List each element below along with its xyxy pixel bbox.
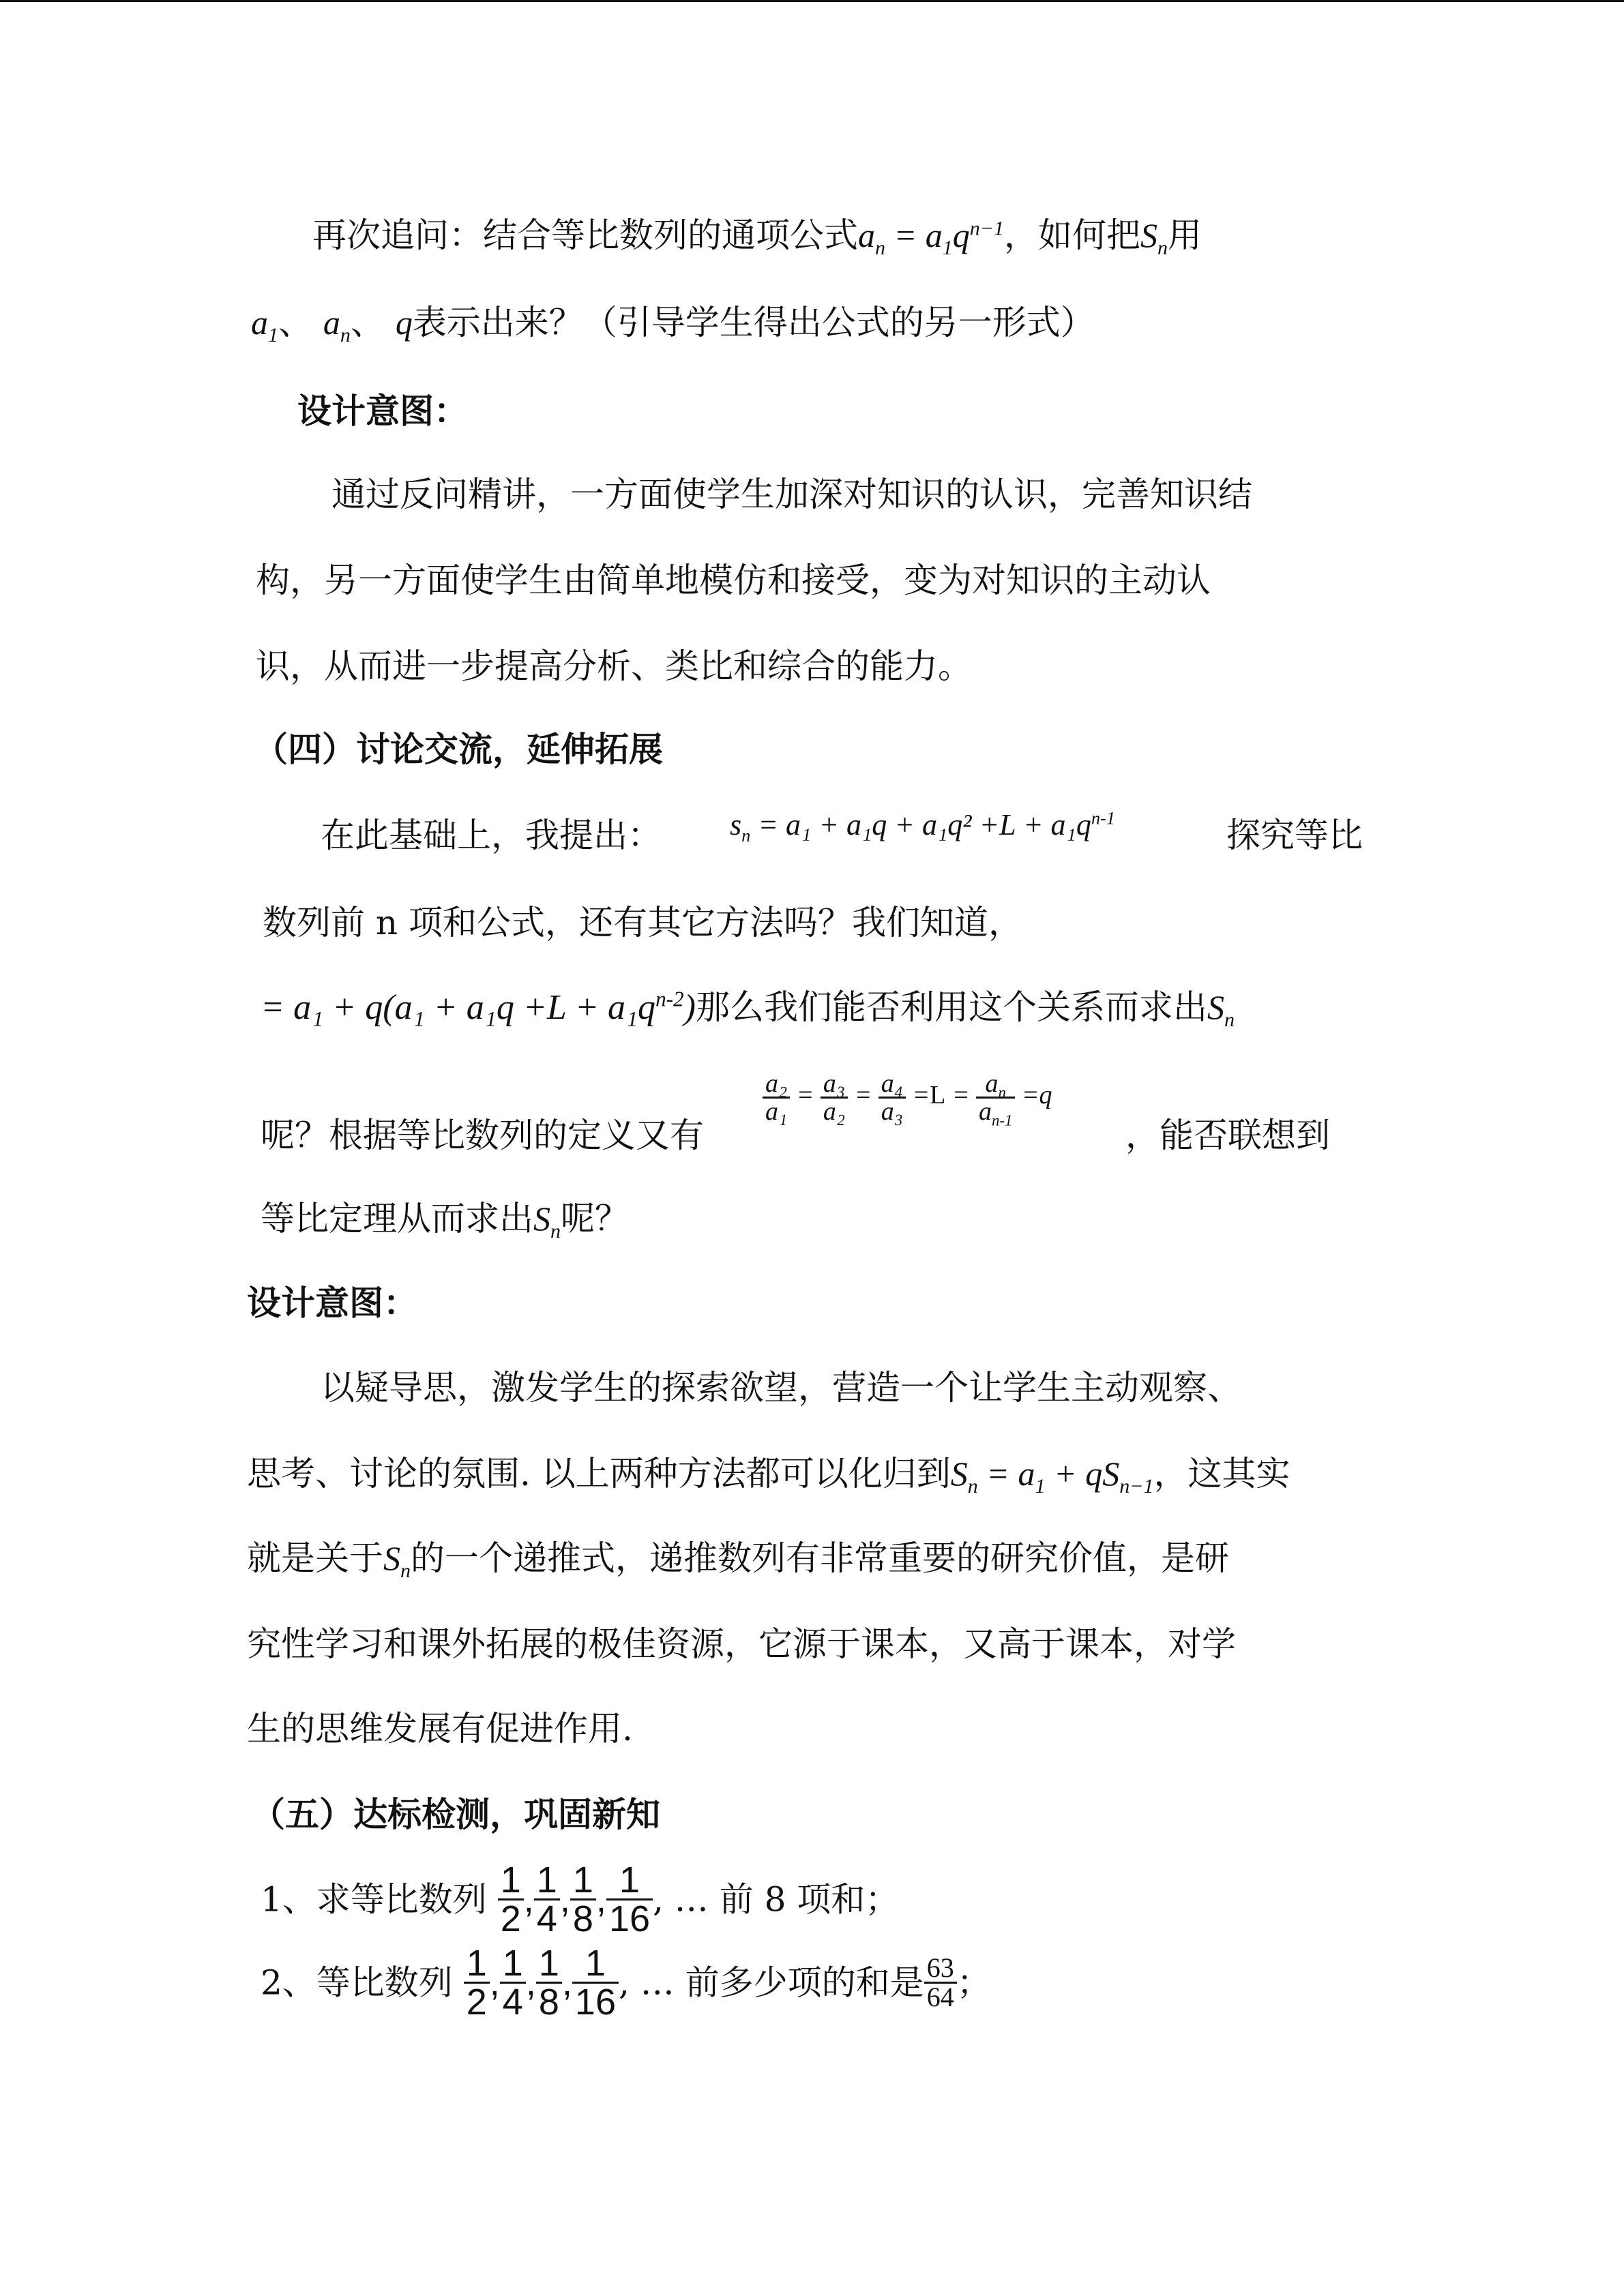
section-heading: （五）达标检测，巩固新知 (251, 1795, 660, 1834)
formula-ratio: $\frac{\text{a₂}}{\text{a₁}}$ = $\frac{\text{a₃}}{\text{a₂}}$ = $\frac{\text{a₄}}{\text{a₃}}$ =L = $\frac{a_n}{a_{n-1}}$ =q (763, 1071, 1052, 1124)
exercise-2: 2、等比数列 $\frac{1}{2}$ , $\frac{1}{4}$ , $\frac{1}{8}$ , $\frac{1}{16}$ , … 前多少项的和是 $\frac{63}{64}$ ； (261, 1943, 991, 2023)
section-heading: （四）讨论交流，延伸拓展 (254, 730, 663, 769)
paragraph-line: 数列前 n 项和公式，还有其它方法吗？我们知道， (263, 903, 1022, 942)
paragraph-line: $a_1$、 $a_n$、 q表示出来？（引导学生得出公式的另一形式） (251, 303, 1095, 346)
paragraph-line: 呢？根据等比数列的定义又有 (261, 1116, 704, 1155)
formula-sn: $S_n$ (1140, 216, 1168, 259)
paragraph-line: 构，另一方面使学生由简单地模仿和接受，变为对知识的主动认 (256, 561, 1211, 600)
text-run: 用 (1168, 215, 1202, 255)
section-heading: 设计意图： (247, 1283, 417, 1323)
paragraph-line: 探究等比 (1226, 816, 1363, 855)
paragraph-line: 以疑导思，激发学生的探索欲望，营造一个让学生主动观察、 (321, 1368, 1241, 1407)
paragraph-line: 就是关于$S_n$的一个递推式，递推数列有非常重要的研究价值，是研 (247, 1538, 1229, 1582)
paragraph-line: = $a_1 + q(a_1 + a_1q +L + a_1q^{n-2})$那么我们能否利用这个关系而求出$S_n$ (261, 987, 1235, 1031)
paragraph-line: 识，从而进一步提高分析、类比和综合的能力。 (256, 646, 972, 686)
paragraph-line (312, 215, 1202, 259)
formula-an: $a_n = a_1q^{n-1}$ (858, 216, 1004, 259)
paragraph-line: ，能否联想到 (1125, 1116, 1330, 1155)
paragraph-line: 究性学习和课外拓展的极佳资源，它源于课本，又高于课本，对学 (247, 1624, 1236, 1664)
paragraph-line: 在此基础上，我提出： (321, 816, 662, 855)
text-run: 再次追问：结合等比数列的通项公式 (312, 215, 858, 255)
text-run: ，如何把 (1004, 215, 1140, 255)
exercise-1: 1、求等比数列 $\frac{1}{2}$ , $\frac{1}{4}$ , $\frac{1}{8}$ , $\frac{1}{16}$ , … 前 8 项和； (261, 1860, 900, 1939)
paragraph-line: 生的思维发展有促进作用. (247, 1709, 633, 1748)
section-heading: 设计意图： (297, 391, 468, 431)
paragraph-line: 思考、讨论的氛围. 以上两种方法都可以化归到$S_n = a_1 + qS_{n-1}$，这其实 (247, 1454, 1290, 1497)
formula-sum: $s_n = a_1 + a_1q + a_1q^2 +L + a_1q^{n-1}$ (730, 807, 1116, 846)
paragraph-line: 等比定理从而求出$S_n$呢？ (261, 1199, 629, 1242)
page-top-border (0, 0, 1624, 2)
paragraph-line: 通过反问精讲，一方面使学生加深对知识的认识，完善知识结 (331, 475, 1252, 514)
